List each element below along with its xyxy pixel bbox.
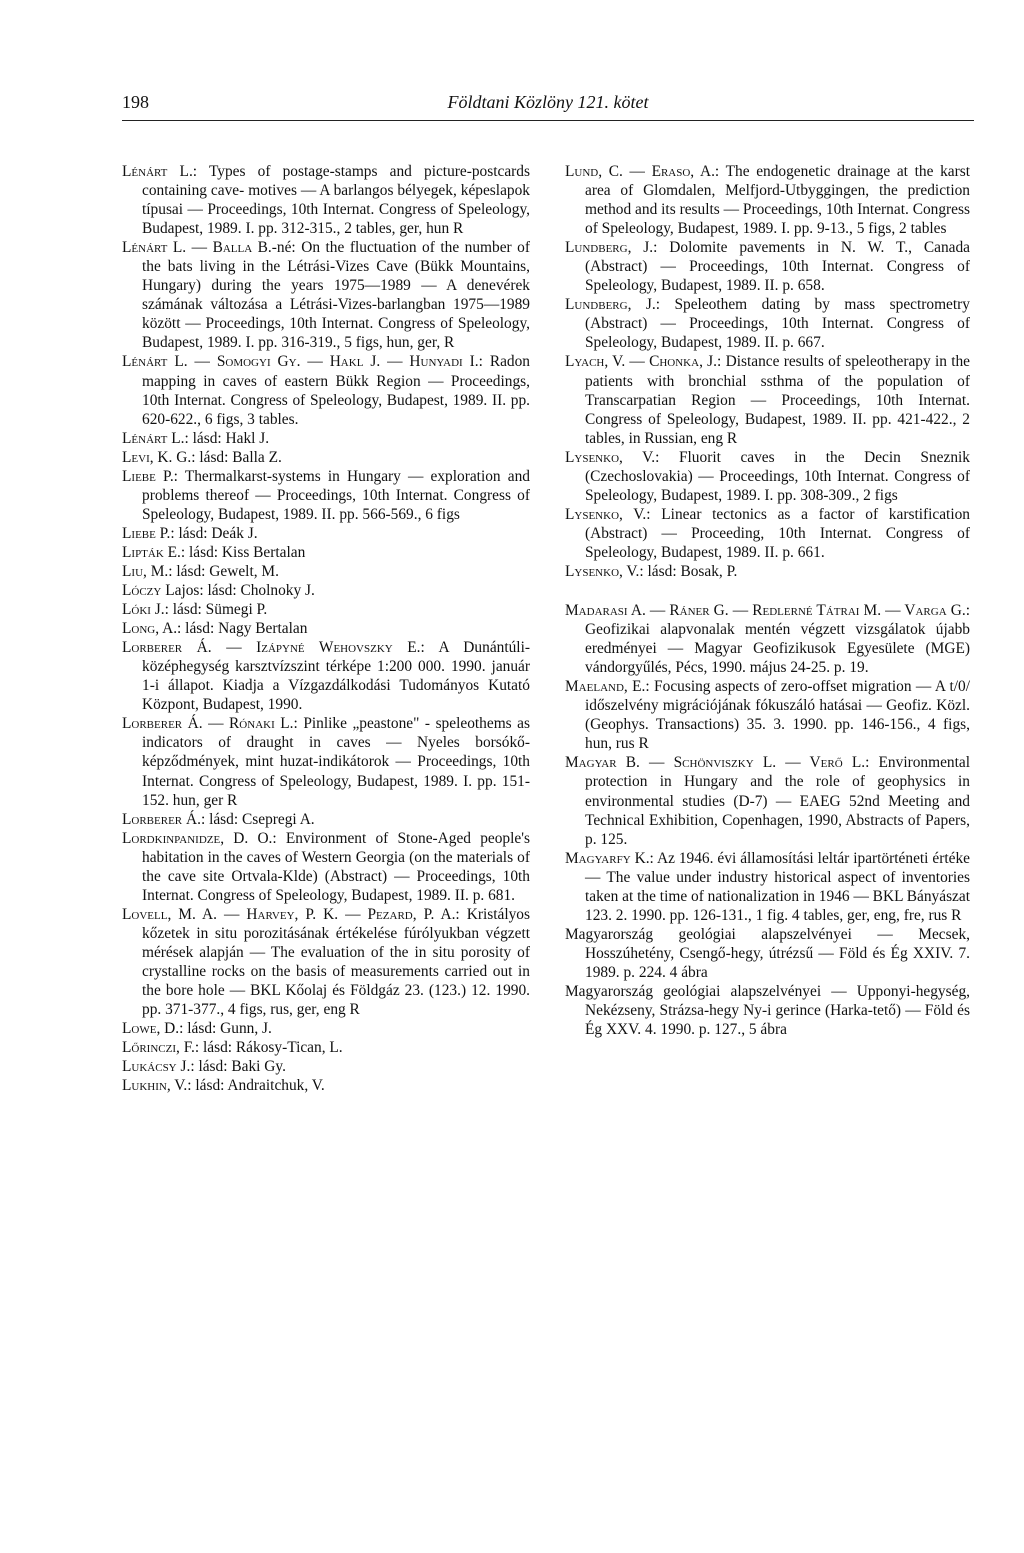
entry-text: lásd: Deák J. (174, 524, 258, 542)
entry-text: lásd: Andraitchuk, V. (191, 1077, 325, 1095)
entry-text: Distance results of speleotherapy in the patients with bronchial ssthma of the population of Transcarpatian Region — Proceedings, 10th Internat. Congress of Speleology, Budapest, 1989. II. pp. 421-422., 2 tables, in Russian, eng R (585, 353, 971, 447)
entry-author: Liu, M.: (122, 562, 173, 580)
entry-text: Environment of Stone-Aged people's habitation in the caves of Western Georgia (on the materials of the cave site Ortvala-Klde) (Abstract) — Proceedings, 10th Internat. Congress of Speleology, Budapest, 1989. II. p. 681. (142, 829, 530, 904)
entry-author: Lőrinczi, F.: (122, 1039, 200, 1057)
entry-text: A Dunántúli-középhegység karsztvízszint térképe 1:200 000. 1990. január 1-i állapot. Kiadja a Vízgazdálkodási Tudományos Kutató Központ, Budapest, 1990. (142, 639, 530, 714)
entry-text: Dolomite pavements in N. W. T., Canada (Abstract) — Proceedings, 10th Internat. Congress of Speleology, Budapest, 1989. II. p. 658. (585, 239, 970, 295)
page-header (122, 92, 974, 121)
bibliography-entry (565, 677, 970, 753)
entry-author: Liebe P.: (122, 524, 175, 542)
entry-text: lásd: Gunn, J. (183, 1020, 272, 1038)
entry-author: Lénárt L.: (122, 163, 198, 180)
bibliography-entry (565, 982, 970, 1039)
entry-author: Lordkinpanidze, D. O.: (122, 829, 277, 847)
bibliography-entry (122, 448, 530, 467)
bibliography-entry (565, 601, 970, 677)
entry-text: Thermalkarst-systems in Hungary — exploration and problems thereof — Proceedings, 10th Internat. Congress of Speleology, Budapest, 1989. II. pp. 566-569., 6 figs (142, 467, 530, 523)
entry-author: Lukhin, V.: (122, 1077, 192, 1095)
entry-author: Maeland, E.: (565, 678, 650, 696)
entry-text: lásd: Hakl J. (188, 429, 270, 447)
entry-author: Lénárt L.: (122, 429, 189, 447)
entry-author: Lundberg, J.: (565, 296, 660, 314)
entry-author: Madarasi A. — Ráner G. — Redlerné Tátrai M. — Varga G.: (565, 602, 970, 620)
entry-text: Az 1946. évi államosítási leltár ipartörténeti értéke — The value under industry historical aspect of inventories taken at the time of nationalization in 1946 — BKL Bányászat 123. 2. 1990. pp. 126-131., 1 fig. 4 tables, ger, eng, fre, rus R (585, 849, 970, 924)
left-column (122, 162, 530, 1095)
bibliography-entry (122, 1057, 530, 1076)
entry-text: Lajos: lásd: Cholnoky J. (161, 582, 315, 600)
group-spacer (565, 581, 970, 601)
entry-author: Lénárt L. — Somogyi Gy. — Hakl J. — Hunyadi I.: (122, 353, 483, 371)
entry-author: Lowe, D.: (122, 1020, 184, 1038)
entry-text: Geofizikai alapvonalak mentén végzett vizsgálatok újabb eredményei — Magyar Geofizikusok Egyesülete (MGE) vándorgyűlés, Pécs, 1990. május 24-25. p. 19. (585, 621, 970, 677)
entry-text: lásd: Csepregi A. (205, 810, 315, 828)
entry-text: lásd: Nagy Bertalan (181, 620, 308, 638)
right-column-group-m (565, 601, 970, 1039)
entry-author: Lipták E.: (122, 543, 186, 561)
entry-text: Magyarország geológiai alapszelvényei — Upponyi-hegység, Nekézseny, Strázsa-hegy Ny-i gerince (Harka-tető) — Föld és Ég XXV. 4. 1990. p. 127., 5 ábra (565, 982, 970, 1039)
bibliography-entry (122, 352, 530, 428)
entry-text: Kristályos kőzetek in situ porozitásának értékelése fúrólyukban végzett mérések alapján — The evaluation of the in situ porosity of crystalline rocks on the basis of measurements carried out in the bore hole — BKL Kőolaj és Földgáz 23. (123.) 12. 1990. pp. 371-377., 4 figs, rus, ger, eng R (142, 905, 530, 1019)
entry-text: lásd: Gewelt, M. (172, 562, 279, 580)
page-number: 198 (122, 92, 149, 112)
bibliography-entry (565, 753, 970, 848)
bibliography-entry (565, 562, 970, 581)
bibliography-entry (122, 600, 530, 619)
bibliography-entry (565, 295, 970, 352)
entry-author: Magyar B. — Schönviszky L. — Verő L.: (565, 754, 870, 772)
bibliography-entry (122, 714, 530, 809)
entry-author: Lorberer Á. — Rónaki L.: (122, 715, 298, 733)
bibliography-entry (565, 849, 970, 925)
entry-author: Lysenko, V.: (565, 448, 660, 466)
bibliography-entry (565, 238, 970, 295)
bibliography-entry (122, 162, 530, 238)
entry-author: Long, A.: (122, 620, 182, 638)
bibliography-entry (122, 467, 530, 524)
entry-text: lásd: Kiss Bertalan (185, 543, 306, 561)
entry-text: Pinlike „peastone" - speleothems as indicators of draught in caves — Nyeles borsókő-képződmények, mint huzat-indikátorok — Proceedings, 10th Internat. Congress of Speleology, Budapest, 1989. I. pp. 151-152. hun, ger R (142, 715, 530, 809)
entry-text: lásd: Sümegi P. (168, 601, 268, 619)
entry-text: Focusing aspects of zero-offset migration — A t/0/ időszelvény migrációjának fókuszáló hatásai — Geofiz. Közl. (Geophys. Transactions) 35. 3. 1990. pp. 146-156., 4 figs, hun, rus R (585, 678, 971, 753)
entry-author: Lénárt L. — Balla B. (122, 239, 272, 257)
entry-author: Lundberg, J.: (565, 239, 658, 257)
entry-author: Lysenko, V.: (565, 505, 651, 523)
bibliography-entry (122, 543, 530, 562)
entry-author: Lukácsy J.: (122, 1058, 195, 1076)
bibliography-entry (122, 562, 530, 581)
bibliography-entry (565, 352, 970, 447)
entry-author: Lyach, V. — Chonka, J.: (565, 353, 722, 371)
entry-text: Environmental protection in Hungary and the role of geophysics in environmental studies (D-7) — EAEG 52nd Meeting and Technical Exhibition, Copenhagen, 1990, Abstracts of Papers, p. 125. (585, 754, 970, 848)
entry-author: Levi, K. G.: (122, 448, 196, 466)
entry-text: lásd: Bosak, P. (643, 562, 738, 580)
entry-text: Radon mapping in caves of eastern Bükk Region — Proceedings, 10th Internat. Congress of Speleology, Budapest, 1989. II. pp. 620-622., 6 figs, 3 tables. (142, 353, 531, 428)
entry-author: Lund, C. — Eraso, A.: (565, 163, 720, 180)
entry-text: Magyarország geológiai alapszelvényei — Mecsek, Hosszúhetény, Csengő-hegy, útrézsű — Föld és Ég XXIV. 7. 1989. p. 224. 4 ábra (565, 925, 970, 981)
bibliography-entry (122, 429, 530, 448)
journal-title: Földtani Közlöny 121. kötet (447, 92, 649, 112)
entry-author: Lóczy (122, 582, 162, 600)
entry-author: Lóki J.: (122, 601, 169, 619)
bibliography-entry (122, 905, 530, 1019)
entry-text: Linear tectonics as a factor of karstification (Abstract) — Proceeding, 10th Internat. Congress of Speleology, Budapest, 1989. II. p. 661. (585, 505, 970, 561)
bibliography-entry (565, 162, 970, 238)
entry-author: Lysenko, V.: (565, 562, 644, 580)
right-column-group-l (565, 162, 970, 581)
bibliography-entry (122, 238, 530, 352)
entry-author: Lovell, M. A. — Harvey, P. K. — Pezard, P. A.: (122, 905, 460, 923)
entry-author: Magyarfy K.: (565, 849, 654, 867)
entry-text: lásd: Baki Gy. (194, 1058, 286, 1076)
bibliography-entry (122, 1038, 530, 1057)
bibliography-entry (122, 1076, 530, 1095)
entry-author: Lorberer Á. — Izápyné Wehovszky E.: (122, 639, 425, 657)
entry-text: lásd: Rákosy-Tican, L. (199, 1039, 343, 1057)
entry-author: Liebe P.: (122, 467, 178, 485)
bibliography-entry (122, 829, 530, 905)
entry-text: The endogenetic drainage at the karst area of Glomdalen, Melfjord-Utbyggingen, the prediction method and its results — Proceedings, 10th Internat. Congress of Speleology, Budapest, 1989. I. pp. 9-13., 5 figs, 2 tables (585, 163, 970, 238)
entry-text: Types of postage-stamps and picture-postcards containing cave- motives — A barlangos bélyegek, képeslapok típusai — Proceedings, 10th Internat. Congress of Speleology, Budapest, 1989. I. pp. 312-315., 2 tables, ger, hun R (142, 163, 530, 238)
bibliography-entry (122, 638, 530, 714)
bibliography-entry (565, 448, 970, 505)
right-column (565, 162, 970, 1039)
entry-text: Fluorit caves in the Decin Sneznik (Czechoslovakia) — Proceedings, 10th Internat. Congress of Speleology, Budapest, 1989. I. pp. 308-309., 2 figs (585, 448, 970, 504)
bibliography-entry (122, 810, 530, 829)
bibliography-entry (565, 925, 970, 982)
bibliography-entry (122, 619, 530, 638)
bibliography-entry (122, 581, 530, 600)
entry-text: lásd: Balla Z. (195, 448, 282, 466)
bibliography-entry (122, 1019, 530, 1038)
bibliography-entry (122, 524, 530, 543)
entry-text: -né: On the fluctuation of the number of the bats living in the Létrási-Vizes Cave (Bükk Mountains, Hungary) during the years 1975—1989 — A denevérek számának változása a Létrási-Vizes-barlangban 1975—1989 között — Proceedings, 10th Internat. Congress of Speleology, Budapest, 1989. I. pp. 316-319., 5 figs, hun, ger, R (142, 239, 530, 352)
entry-text: Speleothem dating by mass spectrometry (Abstract) — Proceedings, 10th Internat. Congress of Speleology, Budapest, 1989. II. p. 667. (585, 296, 970, 352)
bibliography-entry (565, 505, 970, 562)
entry-author: Lorberer Á.: (122, 810, 206, 828)
